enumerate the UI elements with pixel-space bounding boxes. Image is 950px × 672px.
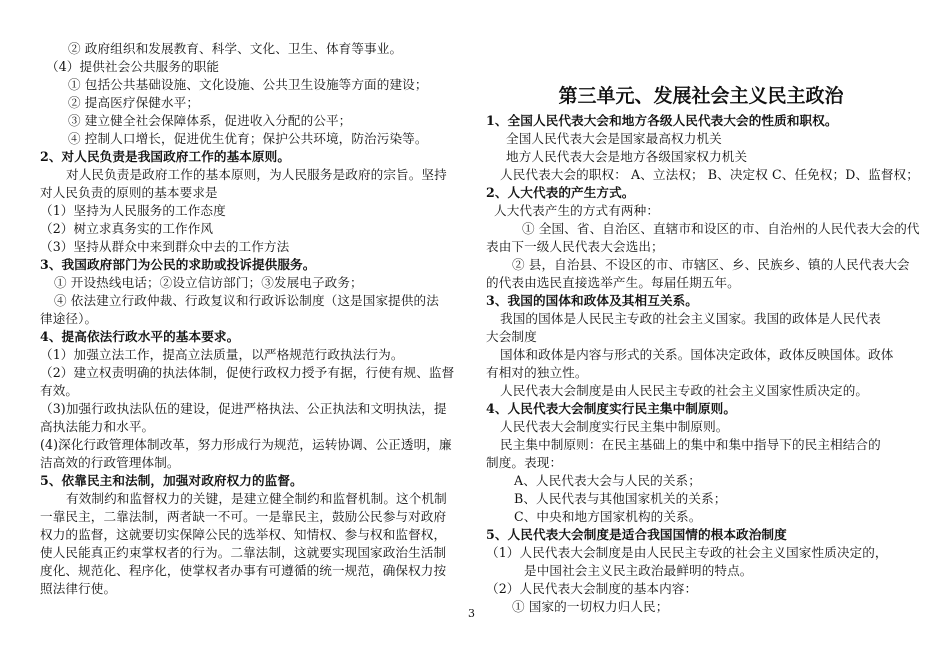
text-line: 照法律行使。 bbox=[40, 581, 117, 596]
text-line: 权力的监督，这就要切实保障公民的选举权、知情权、参与权和监督权， bbox=[40, 527, 447, 542]
text-line: 有相对的独立性。 bbox=[486, 365, 588, 380]
section-heading: 1、全国人民代表大会和地方各级人民代表大会的性质和职权。 bbox=[486, 113, 838, 128]
text-line: 有效制约和监督权力的关键，是建立健全制约和监督机制。这个机制 bbox=[66, 491, 447, 506]
text-line: 国体和政体是内容与形式的关系。国体决定政体，政体反映国体。政体 bbox=[500, 347, 894, 362]
text-line: ② 提高医疗保健水平； bbox=[68, 95, 200, 110]
text-line: （3)加强行政执法队伍的建设，促进严格执法、公正执法和文明执法，提 bbox=[40, 401, 447, 416]
text-line: 全国人民代表大会是国家最高权力机关 bbox=[506, 131, 722, 146]
text-line: ③ 建立健全社会保障体系，促进收入分配的公平； bbox=[68, 113, 352, 128]
section-heading: 3、我国政府部门为公民的求助或投诉提供服务。 bbox=[40, 257, 316, 272]
text-line: 使人民能真正约束掌权者的行为。二靠法制，这就要实现国家政治生活制 bbox=[40, 545, 447, 560]
text-line: ① 包括公共基础设施、文化设施、公共卫生设施等方面的建设； bbox=[68, 77, 428, 92]
text-line: 地方人民代表大会是地方各级国家权力机关 bbox=[506, 149, 748, 164]
section-heading: 5、依靠民主和法制，加强对政府权力的监督。 bbox=[40, 473, 303, 488]
text-line: ① 国家的一切权力归人民； bbox=[512, 599, 669, 614]
section-heading: 2、对人民负责是我国政府工作的基本原则。 bbox=[40, 149, 291, 164]
text-line: 一靠民主，二靠法制，两者缺一不可。一是靠民主，鼓励公民参与对政府 bbox=[40, 509, 447, 524]
text-line: （2）人民代表大会制度的基本内容： bbox=[486, 581, 698, 596]
text-line: 的代表由选民直接选举产生。每届任期五年。 bbox=[486, 275, 740, 290]
text-line: B、人民代表与其他国家机关的关系； bbox=[514, 491, 727, 506]
text-line: 对人民负责的原则的基本要求是 bbox=[40, 185, 218, 200]
text-line: （1）加强立法工作，提高立法质量，以严格规范行政执法行为。 bbox=[40, 347, 404, 362]
text-line: (4)深化行政管理体制改革，努力形成行为规范，运转协调、公正透明，廉 bbox=[40, 437, 452, 452]
text-line: 大会制度 bbox=[486, 329, 537, 344]
section-heading: 4、人民代表大会制度实行民主集中制原则。 bbox=[486, 401, 737, 416]
text-line: 表由下一级人民代表大会选出； bbox=[486, 239, 664, 254]
text-line: （3）坚持从群众中来到群众中去的工作方法 bbox=[40, 239, 290, 254]
section-heading: 4、提高依法行政水平的基本要求。 bbox=[40, 329, 240, 344]
text-line: （2）建立权责明确的执法体制，促使行政权力授予有据，行使有规、监督 bbox=[40, 365, 455, 380]
text-line: 制度。表现： bbox=[486, 455, 563, 470]
text-line: ④ 控制人口增长，促进优生优育；保护公共环境，防治污染等。 bbox=[68, 131, 428, 146]
section-heading: 5、人民代表大会制度是适合我国国情的根本政治制度 bbox=[486, 527, 787, 542]
section-heading: 2、人大代表的产生方式。 bbox=[486, 185, 635, 200]
text-line: （1）人民代表大会制度是由人民民主专政的社会主义国家性质决定的， bbox=[486, 545, 888, 560]
text-line: 人大代表产生的方式有两种： bbox=[494, 203, 660, 218]
page-number: 3 bbox=[468, 607, 475, 620]
text-line: 是中国社会主义民主政治最鲜明的特点。 bbox=[524, 563, 753, 578]
text-line: 人民代表大会制度是由人民民主专政的社会主义国家性质决定的。 bbox=[500, 383, 869, 398]
text-line: 有效。 bbox=[40, 383, 79, 398]
text-line: 高执法能力和水平。 bbox=[40, 419, 155, 434]
text-line: 人民代表大会制度实行民主集中制原则。 bbox=[500, 419, 729, 434]
text-line: （4）提供社会公共服务的职能 bbox=[46, 59, 220, 74]
section-heading: 3、我国的国体和政体及其相互关系。 bbox=[486, 293, 698, 308]
text-line: 度化、规范化、程序化，使掌权者办事有可遵循的统一规范，确保权力按 bbox=[40, 563, 447, 578]
text-line: ② 县，自治县、不设区的市、市辖区、乡、民族乡、镇的人民代表大会 bbox=[512, 257, 910, 272]
unit-title: 第三单元、发展社会主义民主政治 bbox=[558, 85, 844, 107]
text-line: ④ 依法建立行政仲裁、行政复议和行政诉讼制度（这是国家提供的法 bbox=[54, 293, 439, 308]
text-line: （2）树立求真务实的工作作风 bbox=[40, 221, 214, 236]
text-line: ① 开设热线电话；②设立信访部门；③发展电子政务； bbox=[54, 275, 363, 290]
text-line: 我国的国体是人民民主专政的社会主义国家。我国的政体是人民代表 bbox=[500, 311, 881, 326]
text-line: 律途径）。 bbox=[40, 311, 98, 326]
text-line: 民主集中制原则：在民主基础上的集中和集中指导下的民主相结合的 bbox=[500, 437, 881, 452]
text-line: ② 政府组织和发展教育、科学、文化、卫生、体育等事业。 bbox=[68, 41, 403, 56]
text-line: 洁高效的行政管理体制。 bbox=[40, 455, 180, 470]
text-line: A、人民代表大会与人民的关系； bbox=[514, 473, 701, 488]
text-line: 人民代表大会的职权： A、立法权； B、决定权 C、任免权；D、监督权； bbox=[500, 167, 919, 182]
text-line: 对人民负责是政府工作的基本原则，为人民服务是政府的宗旨。坚持 bbox=[66, 167, 447, 182]
text-line: C、中央和地方国家机构的关系。 bbox=[514, 509, 702, 524]
text-line: ① 全国、省、自治区、直辖市和设区的市、自治州的人民代表大会的代 bbox=[522, 221, 920, 236]
text-line: （1）坚持为人民服务的工作态度 bbox=[40, 203, 226, 218]
